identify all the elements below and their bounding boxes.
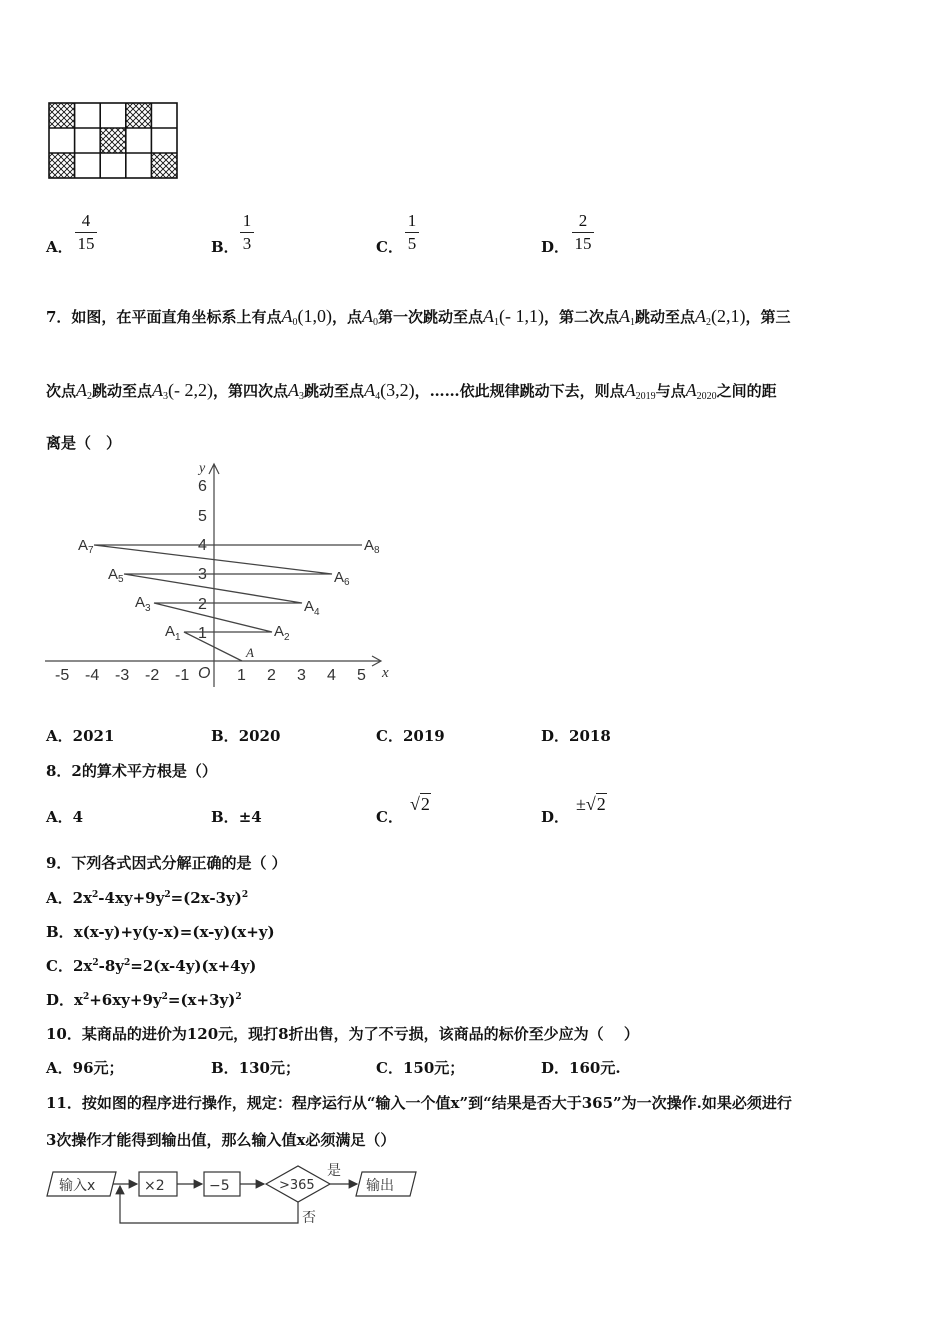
q9-stem: 9．下列各式因式分解正确的是（ ） [46,854,287,872]
q7-option-b[interactable]: B．2020 [211,727,281,745]
q6-option-b-label[interactable]: B． [211,238,239,256]
x-tick-label: 3 [297,667,306,684]
q6-option-c-label[interactable]: C． [376,238,403,256]
point-a4-coord: (3,2) [380,380,415,400]
graph-point-a1: $A_1$ [165,623,181,643]
q7-option-c[interactable]: C．2019 [376,727,445,745]
q9-option-b[interactable]: B．x(x-y)+y(y-x)=(x-y)(x+y) [46,923,275,941]
q8-option-a[interactable]: A．4 [46,808,84,826]
q7-text: ，点 [331,308,362,326]
q7-text: 次点 [46,382,77,400]
graph-point-a7: $A_7$ [78,537,94,556]
x-tick-label: 1 [237,667,246,684]
grid-shaded-cells [49,103,177,178]
q9-option-c[interactable]: C．$2x^2-8y^2=2(x-4y)(x+4y)$ [46,957,257,975]
graph-point-a6: $A_6$ [334,569,350,588]
q6-option-d-fraction: 2 15 [572,212,594,253]
q7-text: 跳动至点 [92,382,153,400]
q7-text: ，第三 [745,308,791,326]
q10-option-a[interactable]: A．96元； [46,1059,124,1077]
q9-option-d[interactable]: D．$x^2+6xy+9y^2=(x+3y)^2$ [46,991,242,1009]
q7-text: 第一次跳动至点 [377,308,483,326]
q11-stem-line-1: 11．按如图的程序进行操作，规定：程序运行从“输入一个值x”到“结果是否大于365”为一次操作.如果必须进行 [46,1094,792,1112]
q7-text: 跳动至点 [635,308,696,326]
q10-option-b[interactable]: B．130元； [211,1059,300,1077]
x-tick-label: -3 [115,667,130,684]
q11-flowchart [44,1160,424,1230]
q7-text: ，第四次点 [213,382,289,400]
x-axis-label: x [382,665,389,681]
point-a2-coord: (2,1) [711,306,746,326]
point-a1: $A_1$ [482,306,499,328]
q8-option-d-sqrt: ±√2 [576,794,606,814]
graph-point-a4: $A_4$ [304,598,320,618]
q6-option-d-label[interactable]: D． [541,238,570,256]
q7-text: ，第二次点 [543,308,619,326]
flow-multiply-label: ×2 [144,1178,165,1194]
y-tick-label: 5 [198,508,207,525]
q7-text: 之间的距 [716,382,777,400]
x-tick-label: 2 [267,667,276,684]
graph-point-a3: $A_3$ [135,594,151,614]
q10-option-d[interactable]: D．160元. [541,1059,621,1077]
y-tick-label: 4 [198,537,207,554]
point-a1: $A_1$ [619,306,635,328]
point-a0: $A_0$ [281,306,298,328]
q7-text: 7．如图，在平面直角坐标系上有点 [46,308,282,326]
y-tick-label: 3 [198,566,207,583]
y-axis-label: y [199,461,206,476]
q9-option-a[interactable]: A．$2x^2-4xy+9y^2=(2x-3y)^2$ [46,889,249,907]
q7-text: ，……依此规律跳动下去，则点 [414,382,625,400]
q7-option-d[interactable]: D．2018 [541,727,611,745]
point-a3: $A_3$ [288,380,305,402]
point-a1-coord: (- 1,1) [498,306,544,326]
shaded-grid-figure [46,100,180,180]
origin-label: O [198,665,211,682]
flow-input-label: 输入x [59,1178,96,1194]
q11-stem-line-2: 3次操作才能得到输出值，那么输入值x必须满足（） [46,1131,396,1149]
q8-stem: 8．2的算术平方根是（） [46,762,217,780]
x-tick-label: 5 [357,667,366,684]
y-tick-label: 2 [198,596,207,613]
q8-option-c-sqrt: √2 [410,794,430,814]
flow-output-label: 输出 [366,1178,394,1194]
graph-point-a8: $A_8$ [364,537,380,556]
point-a2019: $A_{2019}$ [624,380,656,402]
graph-point-a2: $A_2$ [274,623,290,643]
q8-option-c[interactable]: C． [376,808,403,826]
q10-option-c[interactable]: C．150元； [376,1059,465,1077]
y-tick-label: 1 [198,625,207,642]
flow-subtract-label: −5 [209,1178,230,1194]
flow-compare-label: >365 [279,1178,315,1193]
q6-option-c-fraction: 1 5 [405,212,419,253]
graph-point-a5: $A_5$ [108,566,124,585]
point-a3: $A_3$ [152,380,169,402]
point-a4: $A_4$ [364,380,381,402]
q6-option-a-label[interactable]: A． [46,238,73,256]
point-a0: $A_0$ [361,306,378,328]
point-a0-coord: (1,0) [297,306,332,326]
point-a2020: $A_{2020}$ [685,380,717,402]
point-a2: $A_2$ [695,306,712,328]
q8-option-d[interactable]: D． [541,808,570,826]
x-tick-label: -4 [85,667,100,684]
flow-no-label: 否 [302,1210,316,1226]
x-tick-label: -2 [145,667,160,684]
q7-coordinate-graph [40,455,400,690]
y-tick-label: 6 [198,478,207,495]
flow-yes-label: 是 [327,1163,341,1179]
q10-stem: 10．某商品的进价为120元，现打8折出售，为了不亏损，该商品的标价至少应为（ ） [46,1025,639,1043]
q7-stem-line-3: 离是（ ） [46,434,122,452]
q8-option-b[interactable]: B．±4 [211,808,262,826]
q7-stem-line-1 [46,306,791,328]
x-tick-label: 4 [327,667,336,684]
q7-option-a[interactable]: A．2021 [46,727,115,745]
q7-text: 跳动至点 [304,382,365,400]
point-a-label: A [246,645,254,660]
point-a3-coord: (- 2,2) [168,380,214,400]
x-tick-label: -5 [55,667,70,684]
x-tick-label: -1 [175,667,190,684]
q7-text: 与点 [655,382,686,400]
q6-option-b-fraction: 1 3 [240,212,254,253]
point-a2: $A_2$ [76,380,93,402]
q6-option-a-fraction: 4 15 [75,212,97,253]
q7-stem-line-2 [46,380,777,402]
